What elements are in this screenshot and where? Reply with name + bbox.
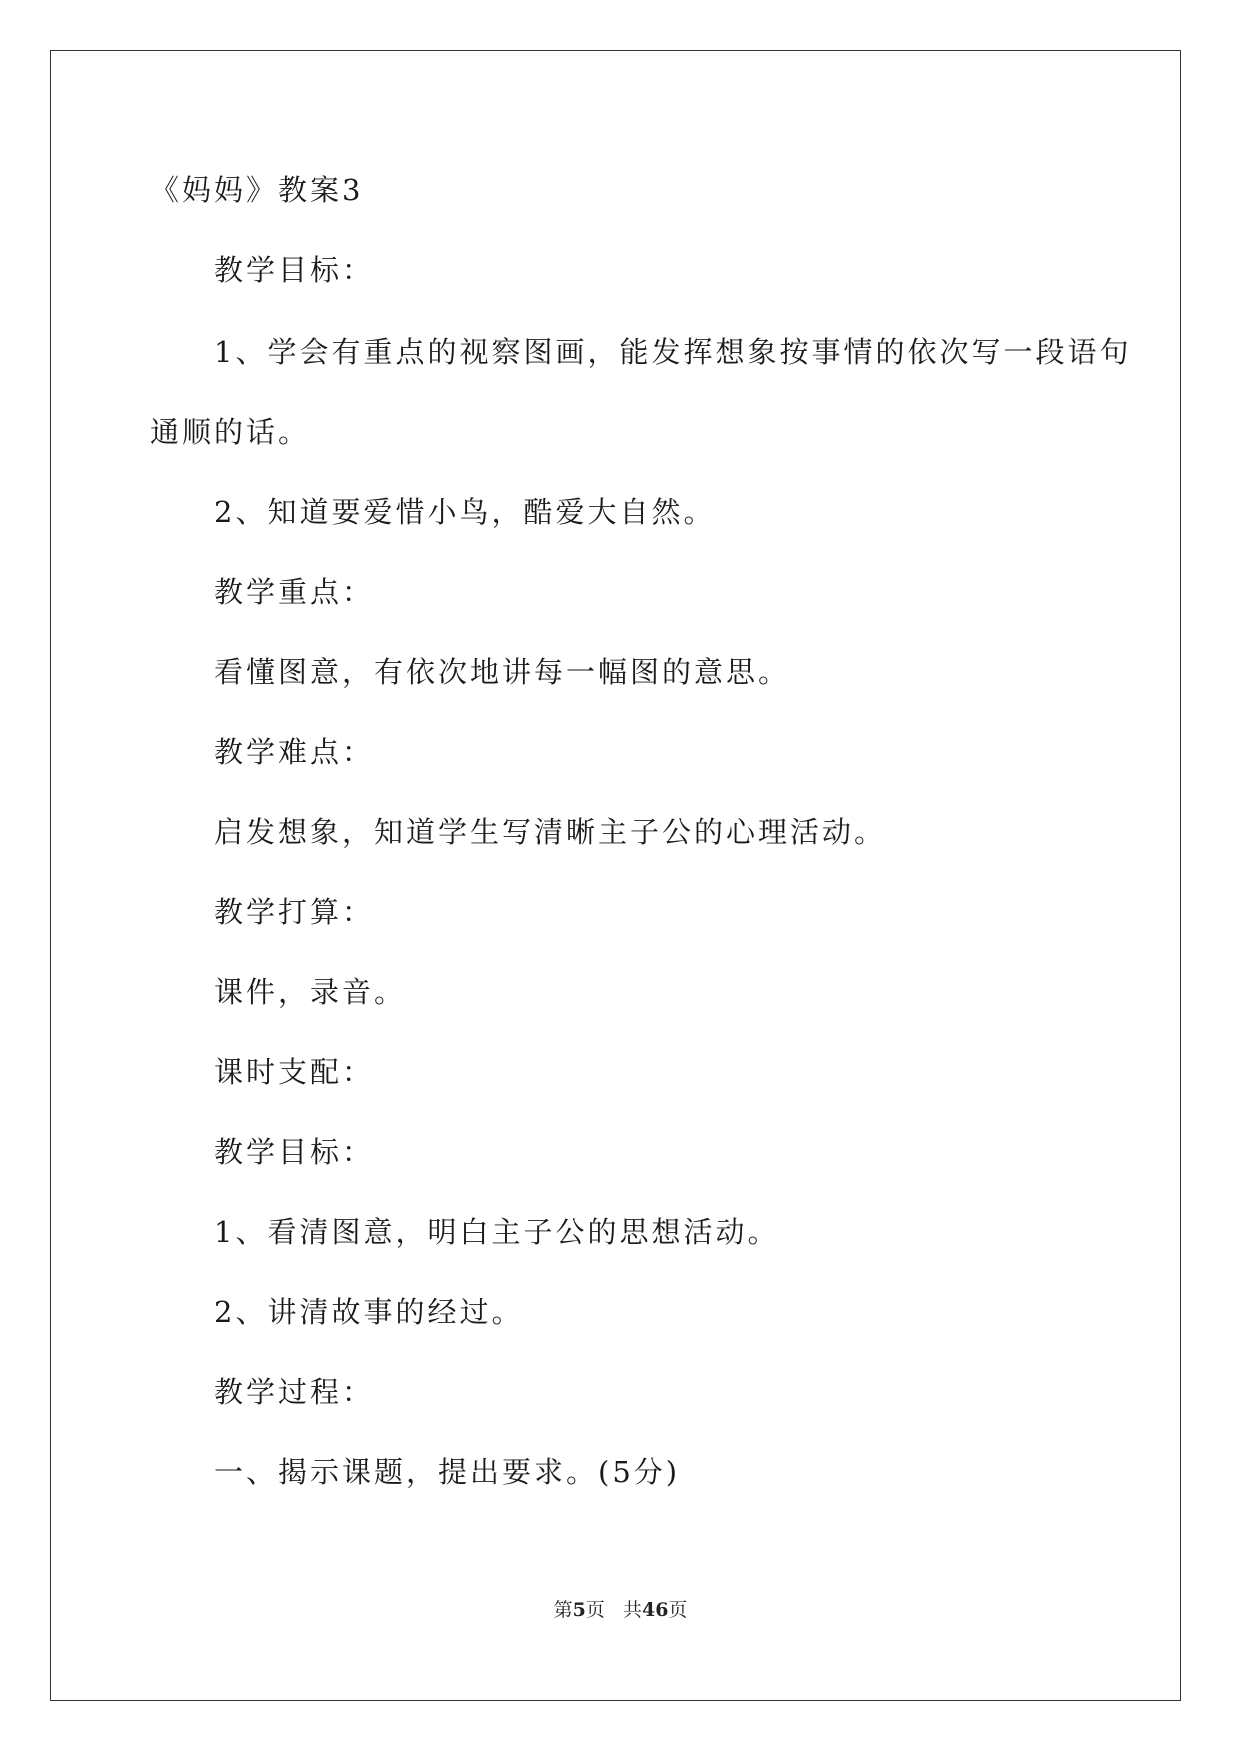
paragraph: 教学重点： <box>214 575 375 609</box>
page-footer <box>0 1598 1241 1622</box>
paragraph: 看懂图意，有依次地讲每一幅图的意思。 <box>214 655 791 689</box>
paragraph: 通顺的话。 <box>150 415 311 449</box>
paragraph: 课件，录音。 <box>214 975 407 1009</box>
page-suffix: 页 <box>585 1599 605 1621</box>
paragraph: 教学目标： <box>214 253 375 287</box>
document-title: 《妈妈》教案3 <box>150 173 364 207</box>
paragraph: 2、知道要爱惜小鸟，酷爱大自然。 <box>214 495 716 529</box>
total-prefix: 共 <box>622 1599 642 1621</box>
total-pages: 46 <box>641 1599 669 1621</box>
paragraph: 2、讲清故事的经过。 <box>214 1295 524 1329</box>
page-prefix: 第 <box>553 1599 573 1621</box>
paragraph: 教学过程： <box>214 1375 375 1409</box>
paragraph: 教学打算： <box>214 895 375 929</box>
paragraph: 启发想象，知道学生写清晰主子公的心理活动。 <box>214 815 887 849</box>
total-suffix: 页 <box>668 1599 688 1621</box>
paragraph: 1、看清图意，明白主子公的思想活动。 <box>214 1215 780 1249</box>
paragraph: 课时支配： <box>214 1055 375 1089</box>
paragraph: 教学目标： <box>214 1135 375 1169</box>
paragraph: 教学难点： <box>214 735 375 769</box>
paragraph: 1、学会有重点的视察图画，能发挥想象按事情的依次写一段语句 <box>214 335 1132 369</box>
paragraph: 一、揭示课题，提出要求。(5分) <box>214 1455 681 1489</box>
page-number: 5 <box>572 1599 586 1621</box>
